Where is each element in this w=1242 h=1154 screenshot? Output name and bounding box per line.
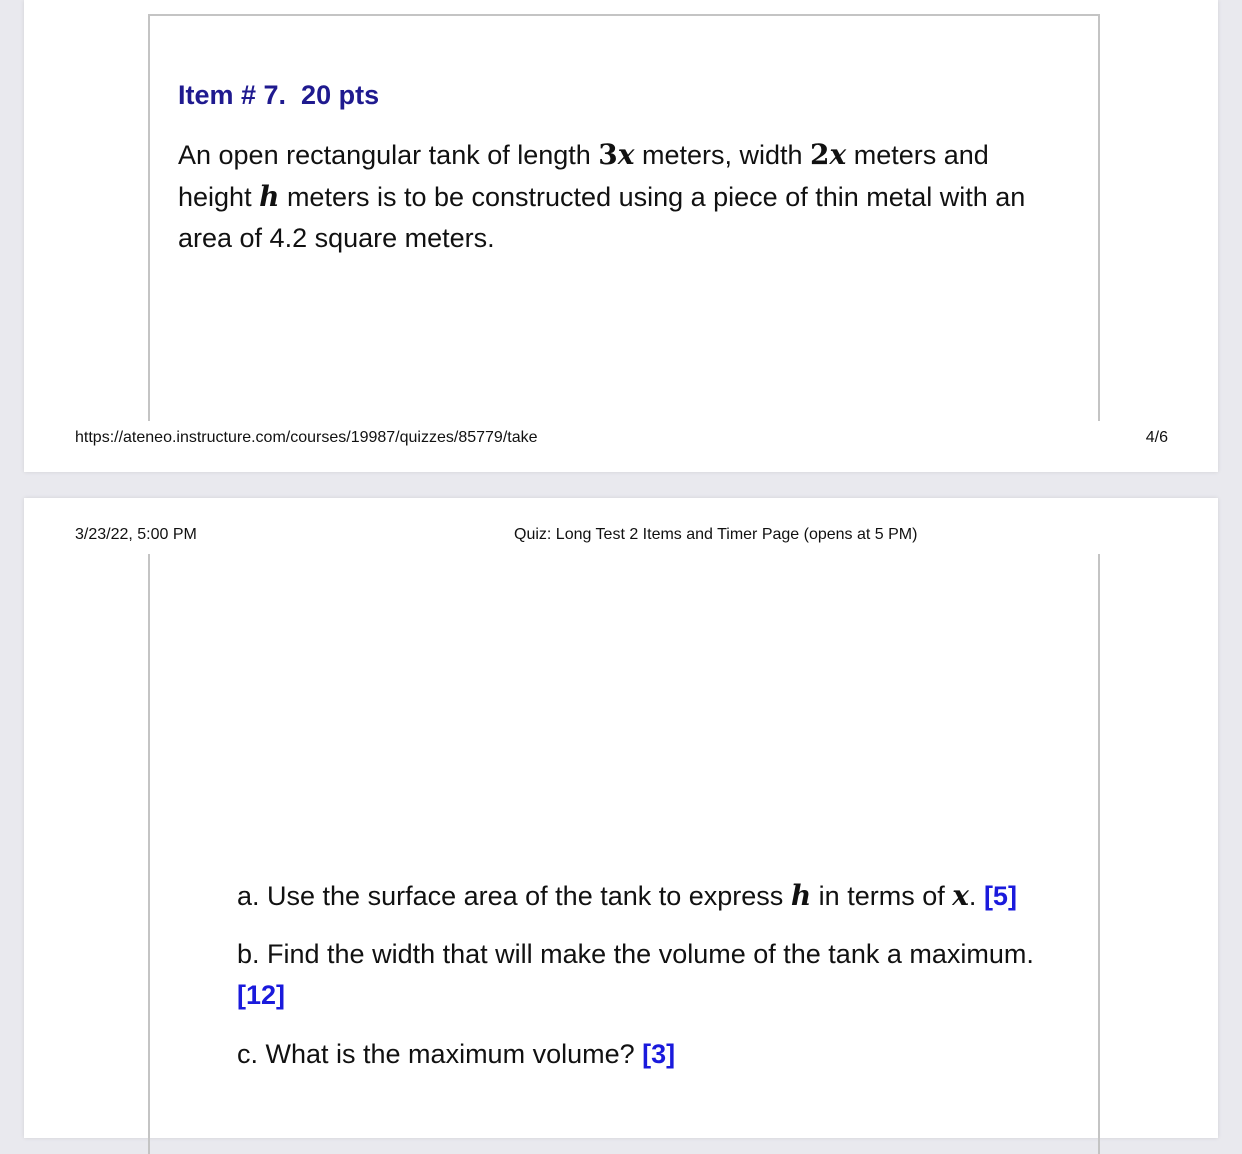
math-length-coefficient: 3: [598, 138, 618, 171]
subquestion-c-points: [3]: [642, 1039, 676, 1069]
header-quiz-title: Quiz: Long Test 2 Items and Timer Page (opens at 5 PM): [514, 526, 918, 543]
math-h-variable: h: [790, 879, 812, 912]
math-height-variable: h: [259, 180, 280, 213]
math-width: [810, 138, 846, 171]
footer-page-number: 4/6: [1145, 429, 1168, 446]
pdf-page-top: [24, 0, 1218, 472]
subquestion-c-text: c. What is the maximum volume?: [237, 1039, 643, 1069]
header-date: 3/23/22, 5:00 PM: [75, 526, 197, 543]
footer-url: https://ateneo.instructure.com/courses/19987/quizzes/85779/take: [75, 429, 538, 446]
problem-text-4: meters is to be constructed using a piece of thin metal with an area of 4.2 square meters.: [178, 182, 1026, 253]
math-length-variable: x: [617, 138, 635, 171]
problem-text-2: meters, width: [634, 140, 811, 170]
subquestion-b-points: [12]: [237, 980, 286, 1010]
subquestion-b-text: b. Find the width that will make the volume of the tank a maximum.: [237, 939, 1034, 969]
problem-text-3: meters and height: [178, 140, 989, 212]
subquestion-c: [237, 1034, 1067, 1075]
math-width-variable: x: [829, 138, 847, 171]
subquestion-a-text-2: in terms of: [811, 881, 953, 911]
subquestion-a-text-1: a. Use the surface area of the tank to express: [237, 881, 791, 911]
math-x-variable: x: [952, 879, 969, 912]
problem-text-1: An open rectangular tank of length: [178, 140, 599, 170]
subquestion-b: [237, 934, 1067, 1016]
subquestion-a-text-3: .: [968, 881, 984, 911]
subquestion-a-points: [5]: [983, 881, 1017, 911]
pdf-page-bottom: [24, 498, 1218, 1138]
math-length: [598, 138, 634, 171]
subquestion-a: [237, 875, 1067, 917]
item-title: Item # 7. 20 pts: [178, 80, 380, 110]
problem-statement: [178, 134, 1058, 259]
math-width-coefficient: 2: [810, 138, 830, 171]
